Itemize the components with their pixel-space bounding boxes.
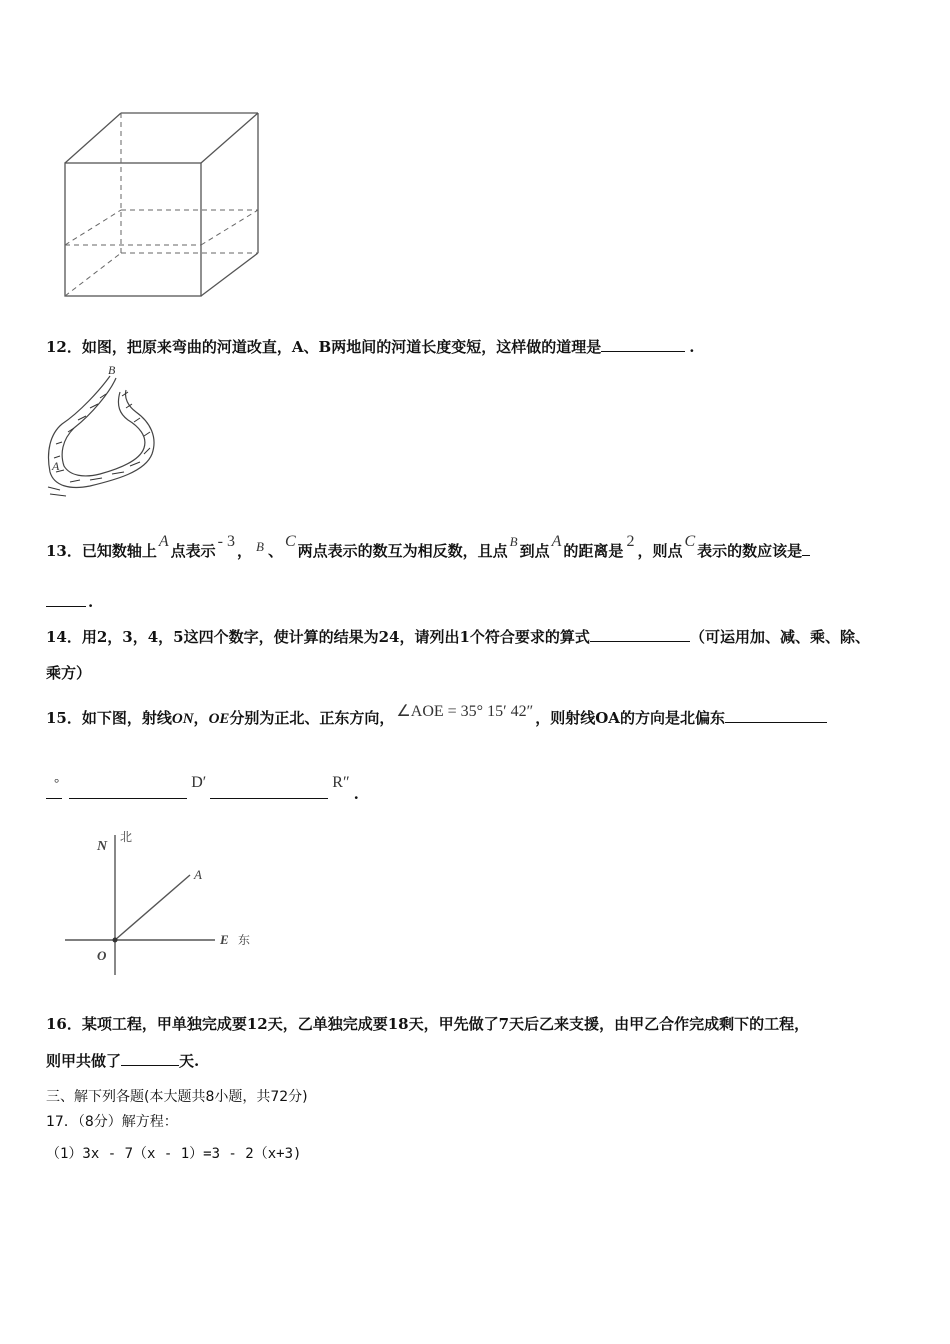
cube-front-face — [65, 163, 201, 296]
q14-answer-blank[interactable] — [590, 627, 690, 642]
q15-angle: ∠AOE = 35° 15′ 42″ — [396, 703, 534, 720]
cube-figure — [55, 105, 275, 305]
q14-line1-end: （可运用加、减、乘、除、 — [689, 628, 870, 646]
label-o: O — [97, 948, 107, 963]
q13-var-a2: A — [551, 533, 562, 550]
q15-comma: ， — [193, 709, 209, 727]
q13-neg3: - 3 — [217, 533, 235, 550]
q13-var-a: A — [158, 533, 169, 550]
label-north: 北 — [120, 830, 133, 844]
q15-blank-min[interactable] — [210, 784, 328, 799]
q13-num2: 2 — [626, 533, 635, 550]
question-12 — [46, 337, 694, 357]
q15-deg-mark: ° — [54, 775, 60, 790]
label-a: A — [194, 867, 202, 882]
q16-answer-blank[interactable] — [121, 1051, 179, 1066]
question-17: 17．（8分）解方程： — [46, 1114, 178, 1130]
q13-answer-blank-start[interactable] — [802, 541, 810, 556]
q15-min-mark: D′ — [191, 774, 207, 791]
section-3-title: 三、解下列各题(本大题共8小题，共72分) — [46, 1089, 308, 1105]
q13-comma1: ， — [237, 542, 253, 560]
question-16-line2 — [46, 1051, 199, 1071]
river-label-b: B — [108, 363, 116, 377]
q12-text: 12．如图，把原来弯曲的河道改直，A、B两地间的河道长度变短，这样做的道理是 — [46, 338, 602, 356]
question-14 — [46, 627, 870, 647]
q14-line2: 乘方） — [46, 664, 92, 682]
q15-oe: OE — [208, 711, 230, 727]
question-15-line2 — [46, 774, 359, 803]
river-figure — [40, 362, 170, 497]
q13-line2-end: . — [88, 593, 94, 611]
q16-line2a: 则甲共做了 — [46, 1052, 122, 1070]
q12-end: . — [689, 338, 695, 356]
label-e: E — [220, 932, 229, 947]
q13-p4: 两点表示的数互为相反数，且点 — [297, 542, 508, 560]
q13-p3: 、 — [267, 542, 283, 560]
question-16 — [46, 1014, 809, 1034]
q13-p5: 到点 — [519, 542, 550, 560]
label-n: N — [97, 839, 108, 854]
q12-answer-blank[interactable] — [601, 337, 685, 352]
q13-p7: ，则点 — [637, 542, 683, 560]
q13-p6: 的距离是 — [563, 542, 624, 560]
label-east: 东 — [238, 933, 251, 947]
q13-p1: 13．已知数轴上 — [46, 542, 157, 560]
question-15 — [46, 703, 827, 729]
q14-line1: 14．用2，3，4，5这四个数字，使计算的结果为24，请列出1个符合要求的算式 — [46, 628, 590, 646]
q13-var-c: C — [284, 533, 296, 550]
q15-p3: ，则射线OA的方向是北偏东 — [535, 709, 725, 727]
q15-blank-deg[interactable] — [69, 784, 187, 799]
q13-var-b2: B — [509, 534, 518, 549]
q16-line1: 16．某项工程，甲单独完成要12天，乙单独完成要18天，甲先做了7天后乙来支援，由甲乙合作完成剩下的工程， — [46, 1015, 810, 1033]
question-17-part-1: （1）3x - 7（x - 1）=3 - 2（x+3) — [46, 1146, 302, 1162]
ray-oa — [115, 875, 190, 940]
q13-p8: 表示的数应该是 — [697, 542, 803, 560]
q13-var-b: B — [256, 539, 264, 554]
q15-on: ON — [171, 711, 194, 727]
question-13-line2 — [46, 592, 93, 612]
q13-answer-blank-cont[interactable] — [46, 592, 86, 607]
river-label-a: A — [52, 459, 60, 473]
q13-var-c2: C — [684, 533, 696, 550]
q13-p2: 点表示 — [170, 542, 216, 560]
q16-line2b: 天. — [179, 1052, 200, 1070]
q15-blank-main[interactable] — [725, 708, 827, 723]
question-13 — [46, 533, 810, 560]
q15-end: . — [353, 785, 359, 803]
question-14-line2 — [46, 663, 91, 683]
q15-p1: 15．如下图，射线 — [46, 709, 172, 727]
compass-figure — [60, 825, 260, 985]
q15-sec-mark: R″ — [332, 774, 350, 791]
q15-p2: 分别为正北、正东方向， — [229, 709, 395, 727]
